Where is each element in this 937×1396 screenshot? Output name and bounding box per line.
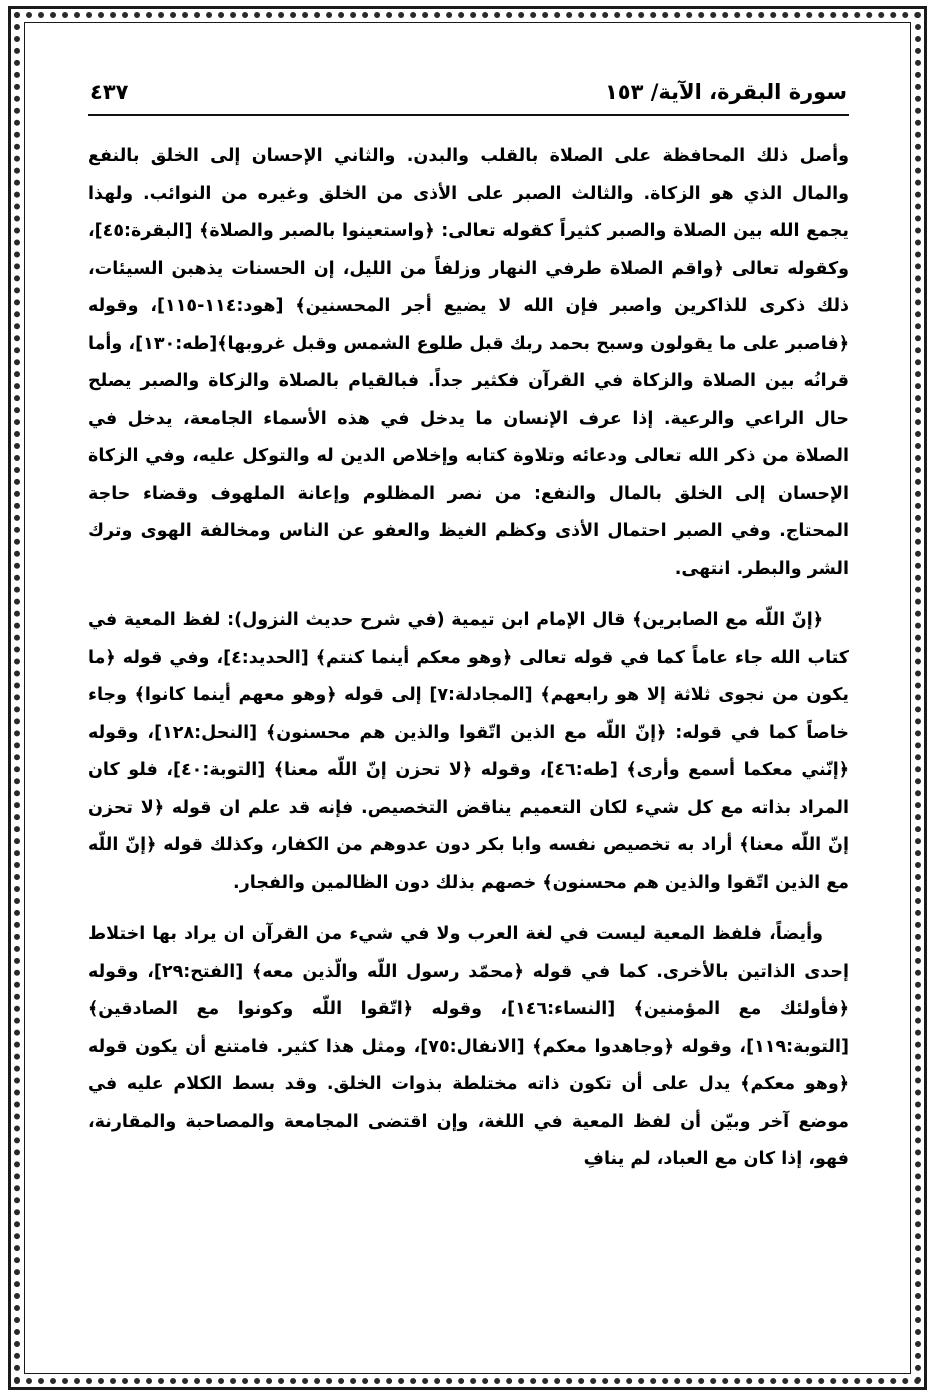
paragraph-1: وأصل ذلك المحافظة على الصلاة بالقلب والبدن. والثاني الإحسان إلى الخلق بالنفع والمال الذي هو الزكاة. والثالث الصبر على الأذى من الخلق وغيره من النوائب. ولهذا يجمع الله بين الصلاة والصبر كثيراً كقوله تعالى: ﴿واستعينوا بالصبر والصلاة﴾ [البقرة:٤٥]، وكقوله تعالى ﴿واقم الصلاة طرفي النهار وزلفاً من الليل، إن الحسنات يذهبن السيئات، ذلك ذكرى للذاكرين واصبر فإن الله لا يضيع أجر المحسنين﴾ [هود:١١٤-١١٥]، وقوله ﴿فاصبر على ما يقولون وسبح بحمد ربك قبل طلوع الشمس وقبل غروبها﴾[طه:١٣٠]، وأما قرانُه بين الصلاة والزكاة في القرآن فكثير جداً. فبالقيام بالصلاة والزكاة والصبر يصلح حال الراعي والرعية. إذا عرف الإنسان ما يدخل في هذه الأسماء الجامعة، يدخل في الصلاة من ذكر الله تعالى ودعائه وتلاوة كتابه وإخلاص الدين له والتوكل عليه، وفي الزكاة الإحسان إلى الخلق بالمال والنفع: من نصر المظلوم وإعانة الملهوف وقضاء حاجة المحتاج. وفي الصبر احتمال الأذى وكظم الغيظ والعفو عن الناس ومخالفة الهوى وترك الشر والبطر. انتهى. — [88, 146, 850, 579]
header-divider — [88, 114, 849, 116]
page-number: ٤٣٧ — [90, 80, 129, 104]
paragraph-2: ﴿إنّ اللّه مع الصابرين﴾ قال الإمام ابن تيمية (في شرح حديث النزول): لفظ المعية في كتاب الله جاء عاماً كما في قوله تعالى ﴿وهو معكم أينما كنتم﴾ [الحديد:٤]، وفي قوله ﴿ما يكون من نجوى ثلاثة إلا هو رابعهم﴾ [المجادلة:٧] إلى قوله ﴿وهو معهم أينما كانوا﴾ وجاء خاصاً كما في قوله: ﴿إنّ اللّه مع الذين اتّقوا والذين هم محسنون﴾ [النحل:١٢٨]، وقوله ﴿إنّني معكما أسمع وأرى﴾ [طه:٤٦]، وقوله ﴿لا تحزن إنّ اللّه معنا﴾ [التوبة:٤٠]، فلو كان المراد بذاته مع كل شيء لكان التعميم يناقض التخصيص. فإنه قد علم ان قوله ﴿لا تحزن إنّ اللّه معنا﴾ أراد به تخصيص نفسه وابا بكر دون عدوهم من الكفار، وكذلك قوله ﴿إنّ اللّه مع الذين اتّقوا والذين هم محسنون﴾ خصهم بذلك دون الظالمين والفجار. — [88, 610, 849, 893]
running-title: سورة البقرة، الآية/ ١٥٣ — [604, 80, 847, 104]
page-header — [90, 74, 847, 110]
main-text — [88, 138, 849, 1326]
paragraph-3: وأيضاً، فلفظ المعية ليست في لغة العرب ولا في شيء من القرآن ان يراد بها اختلاط إحدى الذاتين بالأخرى. كما في قوله ﴿محمّد رسول اللّه والّذين معه﴾ [الفتح:٢٩]، وقوله ﴿فأولئك مع المؤمنين﴾ [النساء:١٤٦]، وقوله ﴿اتّقوا اللّه وكونوا مع الصادقين﴾ [التوبة:١١٩]، وقوله ﴿وجاهدوا معكم﴾ [الانفال:٧٥]، ومثل هذا كثير. فامتنع أن يكون قوله ﴿وهو معكم﴾ يدل على أن تكون ذاته مختلطة بذوات الخلق. وقد بسط الكلام عليه في موضع آخر وبيّن أن لفظ المعية في اللغة، وإن اقتضى المجامعة والمصاحبة والمقارنة، فهو، إذا كان مع العباد، لم ينافِ — [88, 924, 850, 1169]
